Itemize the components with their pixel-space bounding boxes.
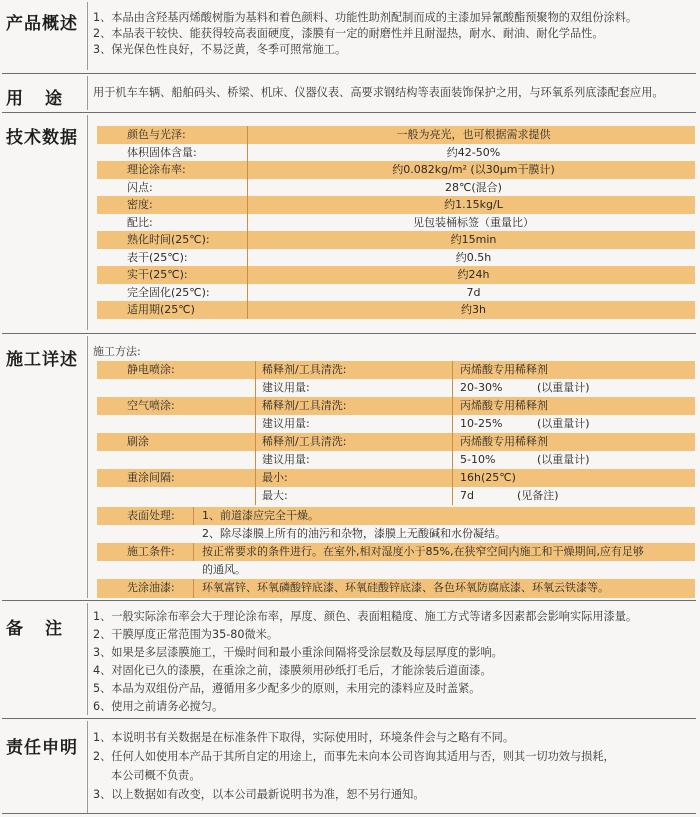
method-param-value: 5-10% bbox=[460, 453, 496, 466]
tech-row-value: 约0.5h bbox=[455, 250, 492, 264]
tech-row-label: 适用期(25℃) bbox=[127, 303, 195, 316]
notes-divider bbox=[87, 603, 88, 715]
method-param-label: 建议用量: bbox=[262, 381, 310, 394]
cell-divider bbox=[247, 196, 248, 214]
tech-row-value: 约3h bbox=[461, 303, 486, 316]
condition-row-2 bbox=[97, 561, 695, 579]
condition-line: 的通风。 bbox=[202, 563, 246, 576]
tech-row bbox=[97, 231, 695, 249]
overview-divider bbox=[87, 2, 88, 70]
surface-label: 表面处理: bbox=[127, 509, 175, 522]
cell-divider bbox=[247, 214, 248, 232]
overview-line: 1、本品由含羟基丙烯酸树脂为基料和着色颜料、功能性助剂配制而成的主漆加异氰酸酯预聚物的双组份涂料。 bbox=[93, 11, 638, 24]
method-label: 空气喷涂: bbox=[127, 399, 175, 412]
surface-row-1 bbox=[97, 507, 695, 525]
cell-divider bbox=[255, 379, 256, 397]
application-heading: 施工详述 bbox=[6, 350, 78, 370]
cell-divider bbox=[452, 487, 453, 505]
method-param-note: (以重量计) bbox=[537, 381, 590, 394]
application-extra-table bbox=[97, 507, 695, 598]
notes-line: 5、本品为双组份产品，遵循用多少配多少的原则，未用完的漆料应及时盖紧。 bbox=[93, 682, 481, 695]
cell-divider bbox=[247, 231, 248, 249]
application-methods-table bbox=[97, 361, 695, 505]
primer-text: 环氧富锌、环氧磷酸锌底漆、环氧硅酸锌底漆、各色环氧防腐底漆、环氧云铁漆等。 bbox=[202, 581, 609, 594]
notes-line: 1、一般实际涂布率会大于理论涂布率，厚度、颜色、表面粗糙度、施工方式等诸多因素都会影响实际用漆量。 bbox=[93, 610, 638, 623]
disclaimer-heading: 责任申明 bbox=[6, 738, 78, 758]
cell-divider bbox=[452, 397, 453, 415]
notes-heading: 备注 bbox=[6, 619, 84, 639]
section-rule bbox=[2, 333, 696, 334]
tech-row-label: 理论涂布率: bbox=[127, 163, 186, 176]
method-param-note: (以重量计) bbox=[537, 417, 590, 430]
section-rule bbox=[2, 600, 696, 601]
method-row bbox=[97, 469, 695, 487]
cell-divider bbox=[247, 284, 248, 302]
tech-row-value: 约24h bbox=[457, 268, 490, 281]
condition-label: 施工条件: bbox=[127, 545, 175, 558]
primer-row bbox=[97, 579, 695, 598]
method-row bbox=[97, 361, 695, 379]
method-label: 重涂间隔: bbox=[127, 471, 175, 484]
cell-divider bbox=[255, 361, 256, 379]
method-param-label: 建议用量: bbox=[262, 417, 310, 430]
cell-divider bbox=[452, 361, 453, 379]
cell-divider bbox=[247, 301, 248, 319]
cell-divider bbox=[247, 161, 248, 179]
overview-text bbox=[93, 10, 693, 58]
method-param-label: 建议用量: bbox=[262, 453, 310, 466]
method-label: 刷涂 bbox=[127, 435, 149, 448]
tech-row-label: 配比: bbox=[127, 215, 153, 229]
tech-row bbox=[97, 266, 695, 284]
cell-divider bbox=[193, 579, 194, 598]
tech-row bbox=[97, 126, 695, 144]
cell-divider bbox=[247, 126, 248, 144]
cell-divider bbox=[255, 451, 256, 469]
tech-row bbox=[97, 284, 695, 302]
method-row bbox=[97, 397, 695, 415]
application-intro bbox=[93, 344, 693, 360]
tech-row bbox=[97, 249, 695, 267]
tech-divider bbox=[87, 115, 88, 330]
usage-heading: 用途 bbox=[6, 89, 84, 109]
notes-line: 6、使用之前请务必搅匀。 bbox=[93, 700, 224, 713]
tech-row-value: 约15min bbox=[450, 233, 497, 246]
notes-line: 3、如果是多层漆膜施工，干燥时间和最小重涂间隔将受涂层数及每层厚度的影响。 bbox=[93, 646, 503, 659]
cell-divider bbox=[247, 144, 248, 162]
cell-divider bbox=[247, 249, 248, 267]
tech-row-label: 密度: bbox=[127, 198, 153, 211]
overview-heading: 产品概述 bbox=[6, 14, 78, 34]
cell-divider bbox=[452, 451, 453, 469]
method-param-value: 20-30% bbox=[460, 381, 503, 394]
cell-divider bbox=[452, 433, 453, 451]
usage-text bbox=[93, 85, 693, 101]
cell-divider bbox=[247, 179, 248, 197]
application-divider bbox=[87, 336, 88, 598]
method-row bbox=[97, 433, 695, 451]
cell-divider bbox=[247, 266, 248, 284]
disclaimer-line: 3、以上数据如有改变，以本公司最新说明书为准，恕不另行通知。 bbox=[93, 788, 425, 801]
method-param-label: 最大: bbox=[262, 489, 288, 502]
usage-divider bbox=[87, 76, 88, 110]
condition-line: 按正常要求的条件进行。在室外,相对湿度小于85%,在狭窄空间内施工和干燥期间,应有足够 bbox=[202, 545, 644, 558]
disclaimer-line: 2、任何人如使用本产品于其所自定的用途上，而事先未向本公司咨询其适用与否，则其一切功效与损耗， bbox=[93, 750, 615, 763]
cell-divider bbox=[255, 469, 256, 487]
tech-row-value: 约1.15kg/L bbox=[444, 198, 503, 211]
section-rule bbox=[2, 718, 696, 719]
method-param-note: (见备注) bbox=[517, 489, 559, 502]
tech-row bbox=[97, 179, 695, 197]
cell-divider bbox=[452, 469, 453, 487]
method-row bbox=[97, 451, 695, 469]
tech-row-value: 一般为亮光，也可根据需求提供 bbox=[396, 128, 551, 141]
disclaimer-text bbox=[93, 728, 693, 804]
method-row bbox=[97, 415, 695, 433]
tech-row bbox=[97, 144, 695, 162]
primer-label: 先涂油漆: bbox=[127, 581, 175, 594]
overview-line: 3、保光保色性良好，不易泛黄，冬季可照常施工。 bbox=[93, 43, 347, 56]
disclaimer-divider bbox=[87, 721, 88, 813]
cell-divider bbox=[255, 487, 256, 505]
method-param-value: 丙烯酸专用稀释剂 bbox=[460, 399, 548, 412]
tech-row bbox=[97, 196, 695, 214]
tech-row-value: 约42-50% bbox=[446, 145, 501, 159]
disclaimer-line: 本公司概不负责。 bbox=[111, 769, 201, 782]
cell-divider bbox=[193, 543, 194, 561]
method-row bbox=[97, 379, 695, 397]
section-rule bbox=[2, 73, 696, 74]
condition-row-1 bbox=[97, 543, 695, 561]
method-label: 静电喷涂: bbox=[127, 363, 175, 376]
method-param-label: 最小: bbox=[262, 471, 288, 484]
method-row bbox=[97, 487, 695, 505]
tech-row-value: 见包装桶标签（重量比） bbox=[413, 215, 534, 229]
tech-data-table bbox=[97, 126, 695, 319]
surface-line: 2、除尽漆膜上所有的油污和杂物，漆膜上无酸碱和水份凝结。 bbox=[202, 527, 506, 540]
tech-row-value: 约0.082kg/m² (以30μm干膜计) bbox=[392, 163, 555, 176]
cell-divider bbox=[255, 397, 256, 415]
notes-line: 4、对固化已久的漆膜，在重涂之前，漆膜须用砂纸打毛后，才能涂装后道面漆。 bbox=[93, 664, 492, 677]
tech-row-label: 表干(25℃): bbox=[127, 250, 188, 264]
surface-row-2 bbox=[97, 525, 695, 543]
tech-heading: 技术数据 bbox=[6, 128, 78, 148]
section-rule bbox=[2, 112, 696, 113]
tech-row bbox=[97, 161, 695, 179]
cell-divider bbox=[255, 433, 256, 451]
tech-row-value: 28℃(混合) bbox=[445, 180, 502, 194]
tech-row-label: 颜色与光泽: bbox=[127, 128, 186, 141]
tech-row-value: 7d bbox=[466, 285, 481, 299]
disclaimer-line: 1、本说明书有关数据是在标准条件下取得，实际使用时，环境条件会与之略有不同。 bbox=[93, 731, 515, 744]
cell-divider bbox=[255, 415, 256, 433]
method-param-value: 丙烯酸专用稀释剂 bbox=[460, 435, 548, 448]
cell-divider bbox=[452, 379, 453, 397]
method-param-value: 10-25% bbox=[460, 417, 503, 430]
method-param-value: 16h(25℃) bbox=[460, 471, 516, 484]
method-param-label: 稀释剂/工具清洗: bbox=[262, 435, 347, 448]
method-param-label: 稀释剂/工具清洗: bbox=[262, 363, 347, 376]
cell-divider bbox=[193, 507, 194, 525]
tech-row bbox=[97, 214, 695, 232]
method-param-value: 丙烯酸专用稀释剂 bbox=[460, 363, 548, 376]
section-rule bbox=[2, 813, 696, 814]
tech-row-label: 闪点: bbox=[127, 180, 153, 194]
usage-line: 用于机车车辆、船舶码头、桥梁、机床、仪器仪表、高要求钢结构等表面装饰保护之用，与环氧系列底漆配套应用。 bbox=[93, 86, 664, 99]
notes-line: 2、干膜厚度正常范围为35-80微米。 bbox=[93, 628, 279, 641]
application-intro-text: 施工方法: bbox=[93, 345, 141, 358]
cell-divider bbox=[452, 415, 453, 433]
method-param-label: 稀释剂/工具清洗: bbox=[262, 399, 347, 412]
tech-row-label: 实干(25℃): bbox=[127, 268, 188, 281]
tech-row-label: 熟化时间(25℃): bbox=[127, 233, 210, 246]
method-param-note: (以重量计) bbox=[537, 453, 590, 466]
tech-row-label: 完全固化(25℃): bbox=[127, 285, 210, 299]
tech-row bbox=[97, 301, 695, 319]
surface-line: 1、前道漆应完全干燥。 bbox=[202, 509, 319, 522]
tech-row-label: 体积固体含量: bbox=[127, 145, 197, 159]
notes-text bbox=[93, 608, 693, 716]
method-param-value: 7d bbox=[460, 489, 474, 502]
overview-line: 2、本品表干较快、能获得较高表面硬度，漆膜有一定的耐磨性并且耐湿热，耐水、耐油、耐化学品性。 bbox=[93, 27, 604, 40]
